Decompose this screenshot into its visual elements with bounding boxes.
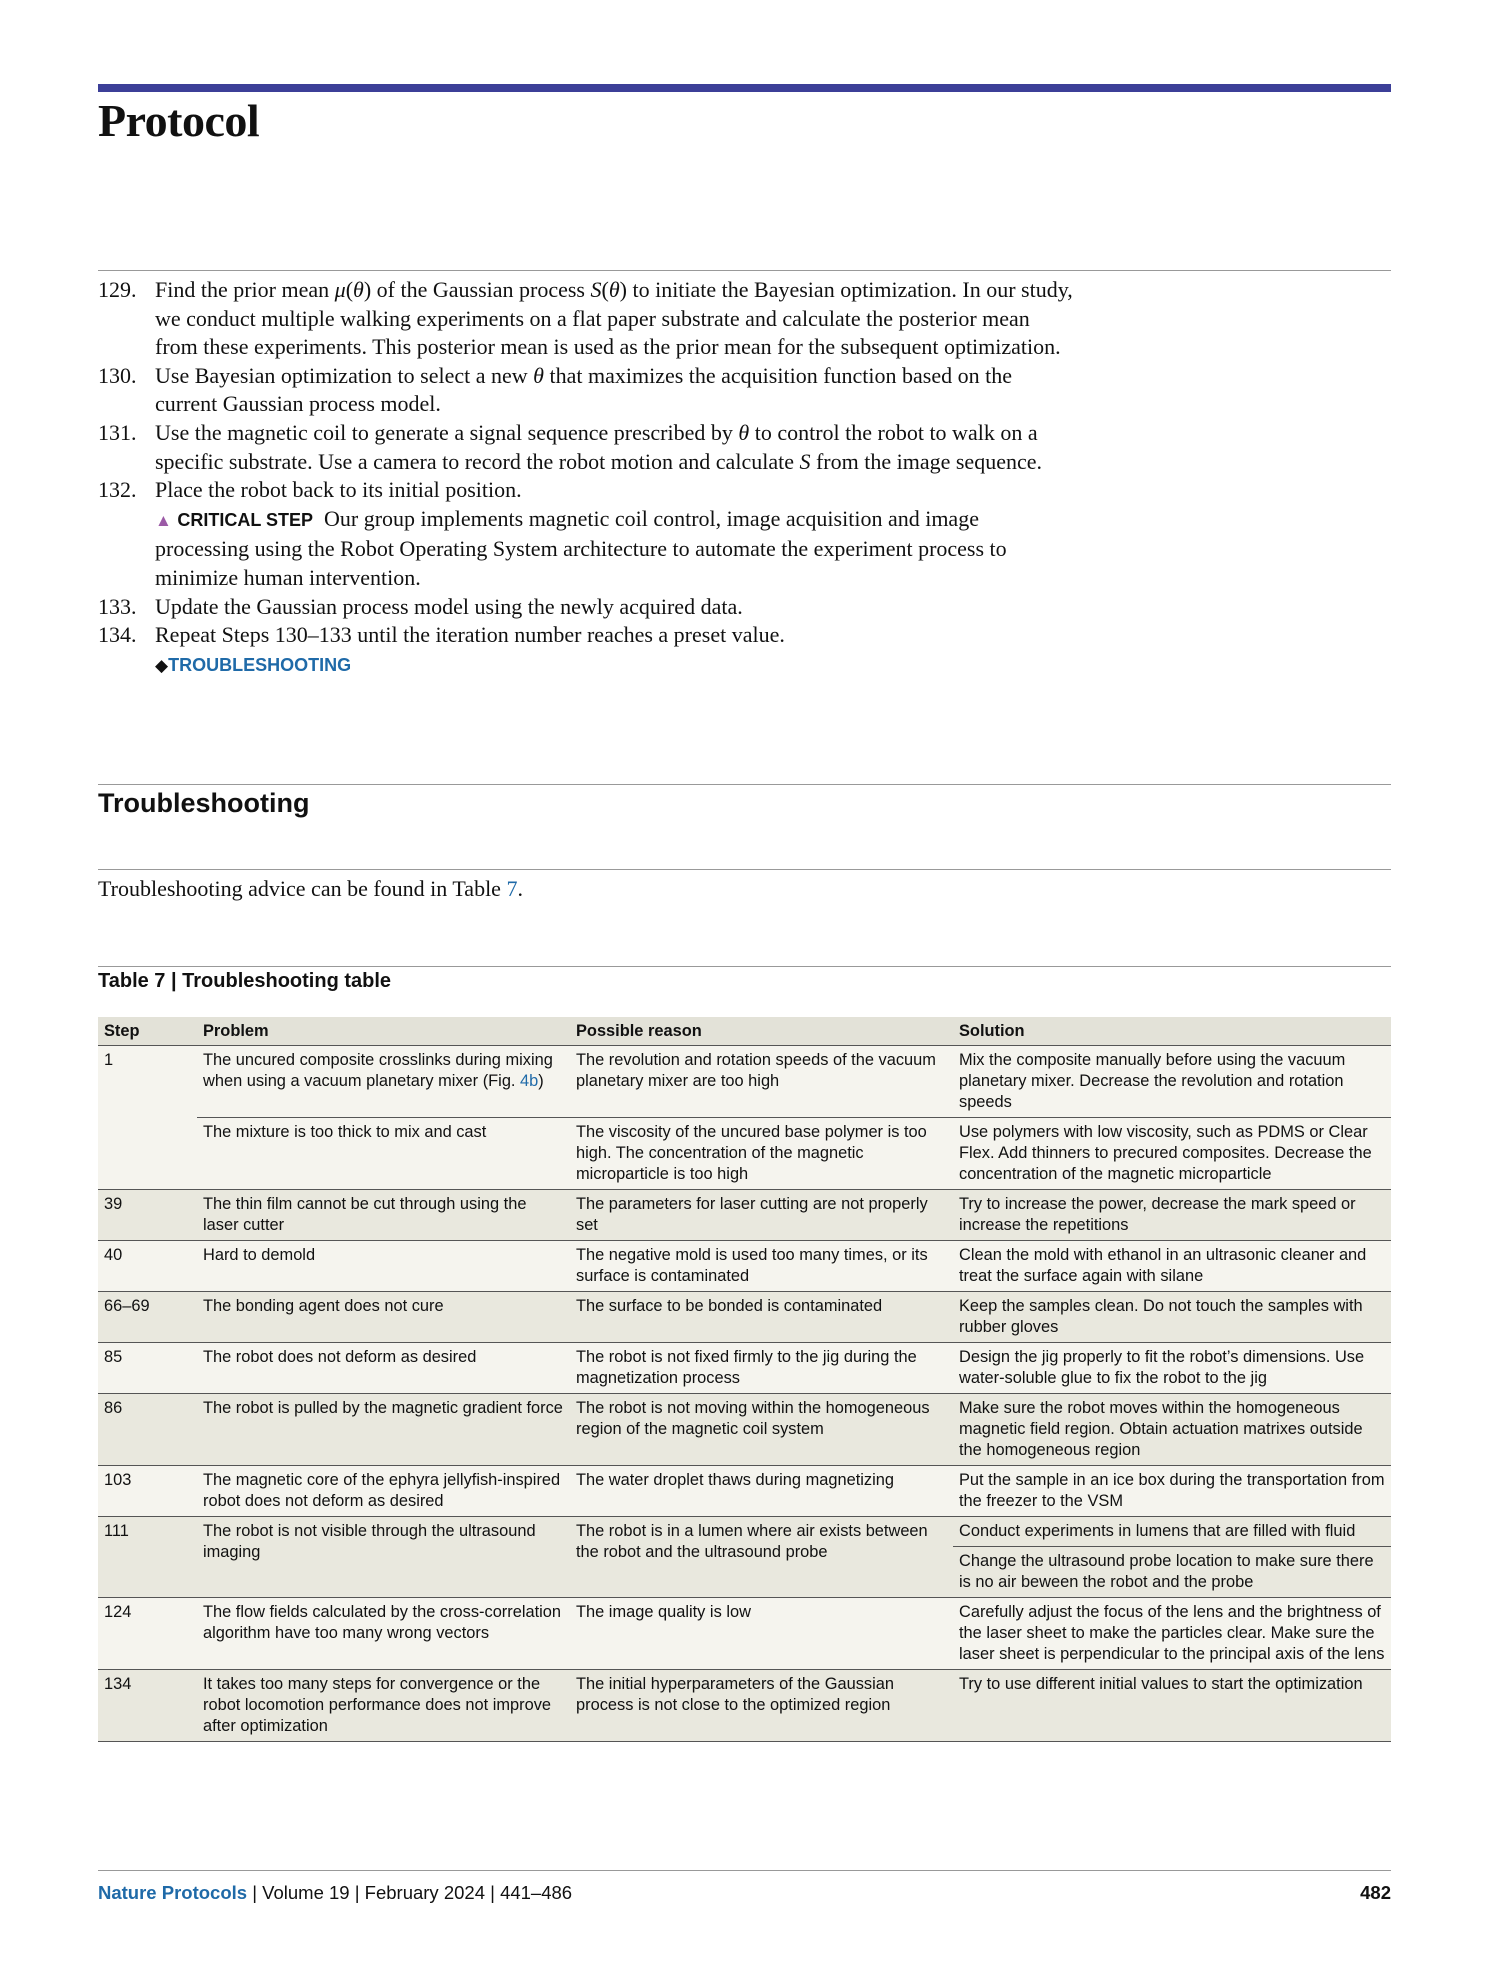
solution-cell: Clean the mold with ethanol in an ultrasonic cleaner and treat the surface again with silane [953,1241,1391,1292]
solution-cell: Try to increase the power, decrease the mark speed or increase the repetitions [953,1190,1391,1241]
column-header: Possible reason [570,1017,953,1046]
table-row [98,1466,1391,1517]
problem-cell: The robot is not visible through the ultrasound imaging [197,1517,570,1598]
problem-cell: The mixture is too thick to mix and cast [197,1118,570,1190]
reason-cell: The revolution and rotation speeds of the vacuum planetary mixer are too high [570,1046,953,1118]
step-number: 130. [98,362,137,388]
reason-cell: The robot is in a lumen where air exists between the robot and the ultrasound probe [570,1517,953,1598]
solution-cell: Carefully adjust the focus of the lens and the brightness of the laser sheet to make the particles clear. Make sure the laser sheet is perpendicular to the principal axis of the lens [953,1598,1391,1670]
step-number: 129. [98,277,137,302]
table-7-link[interactable]: 7 [506,876,518,901]
diamond-icon: ◆ [155,655,169,675]
problem-cell: The bonding agent does not cure [197,1292,570,1343]
troubleshooting-table [98,1017,1391,1742]
solution-cell: Mix the composite manually before using the vacuum planetary mixer. Decrease the revolution and rotation speeds [953,1046,1391,1118]
divider [98,270,1391,271]
table-row [98,1343,1391,1394]
issue-details: | Volume 19 | February 2024 | 441–486 [247,1882,573,1903]
step-number: 134. [98,622,137,648]
table-header-row [98,1017,1391,1046]
problem-cell: It takes too many steps for convergence or the robot locomotion performance does not improve after optimization [197,1670,570,1742]
step-133 [98,593,1078,622]
step-number: 131. [98,419,137,445]
table-row [98,1394,1391,1466]
column-header: Problem [197,1017,570,1046]
step-text: Find the prior mean μ(θ) of the Gaussian process S(θ) to initiate the Bayesian optimization. In our study, we conduct multiple walking experiments on a flat paper substrate and calculate the posterior mean from these experiments. This posterior mean is used as the prior mean for the subsequent optimization. [155,277,1073,360]
step-130 [98,362,1078,419]
solution-cell: Conduct experiments in lumens that are filled with fluid [953,1517,1391,1547]
table-row [98,1190,1391,1241]
procedure-steps [98,276,1078,680]
problem-cell: The robot does not deform as desired [197,1343,570,1394]
problem-cell: The uncured composite crosslinks during mixing when using a vacuum planetary mixer (Fig. 4b) [197,1046,570,1118]
table-row [98,1517,1391,1547]
divider [98,784,1391,785]
table-title: Table 7 | Troubleshooting table [98,970,392,992]
table-row [98,1046,1391,1118]
reason-cell: The surface to be bonded is contaminated [570,1292,953,1343]
reason-cell: The parameters for laser cutting are not properly set [570,1190,953,1241]
table-row [98,1241,1391,1292]
solution-cell: Keep the samples clean. Do not touch the samples with rubber gloves [953,1292,1391,1343]
solution-cell: Use polymers with low viscosity, such as PDMS or Clear Flex. Add thinners to precured composites. Decrease the concentration of the magnetic microparticle [953,1118,1391,1190]
troubleshooting-paragraph: Troubleshooting advice can be found in Table 7. [98,876,523,901]
step-cell: 86 [98,1394,197,1466]
divider [98,869,1391,870]
step-text: Use Bayesian optimization to select a new θ that maximizes the acquisition function based on the current Gaussian process model. [155,362,1012,417]
step-131 [98,419,1078,476]
step-cell: 40 [98,1241,197,1292]
step-cell: 124 [98,1598,197,1670]
reason-cell: The image quality is low [570,1598,953,1670]
reason-cell: The viscosity of the uncured base polymer is too high. The concentration of the magnetic microparticle is too high [570,1118,953,1190]
column-header: Solution [953,1017,1391,1046]
problem-cell: The thin film cannot be cut through using the laser cutter [197,1190,570,1241]
critical-step-text: Our group implements magnetic coil control, image acquisition and image processing using the Robot Operating System architecture to automate the experiment process to minimize human intervention. [155,505,1007,590]
step-129 [98,276,1078,362]
divider [98,966,1391,967]
step-cell: 111 [98,1517,197,1598]
critical-step-label: CRITICAL STEP [177,509,314,530]
solution-cell: Design the jig properly to fit the robot’s dimensions. Use water-soluble glue to fix the robot to the jig [953,1343,1391,1394]
table-row [98,1118,1391,1190]
step-cell: 103 [98,1466,197,1517]
solution-cell: Put the sample in an ice box during the transportation from the freezer to the VSM [953,1466,1391,1517]
step-number: 133. [98,593,137,619]
reason-cell: The robot is not fixed firmly to the jig during the magnetization process [570,1343,953,1394]
step-text: Repeat Steps 130–133 until the iteration number reaches a preset value. [155,622,785,648]
table-row [98,1598,1391,1670]
reason-cell: The negative mold is used too many times, or its surface is contaminated [570,1241,953,1292]
step-cell: 39 [98,1190,197,1241]
step-cell: 66–69 [98,1292,197,1343]
reason-cell: The initial hyperparameters of the Gaussian process is not close to the optimized region [570,1670,953,1742]
table-row [98,1292,1391,1343]
figure-4b-link[interactable]: 4b [520,1072,539,1090]
page-number: 482 [1360,1882,1391,1903]
solution-cell: Change the ultrasound probe location to make sure there is no air beween the robot and the probe [953,1547,1391,1598]
column-header: Step [98,1017,197,1046]
page-header-title: Protocol [98,95,260,146]
step-text: Place the robot back to its initial position. [155,477,522,503]
step-text: Update the Gaussian process model using the newly acquired data. [155,593,743,619]
step-cell: 134 [98,1670,197,1742]
critical-triangle-icon: ▲ [155,510,172,530]
journal-name[interactable]: Nature Protocols [98,1882,248,1903]
step-134 [98,621,1078,680]
header-accent-bar [98,84,1391,92]
reason-cell: The robot is not moving within the homogeneous region of the magnetic coil system [570,1394,953,1466]
footer-citation [98,1882,572,1904]
reason-cell: The water droplet thaws during magnetizing [570,1466,953,1517]
solution-cell: Make sure the robot moves within the homogeneous magnetic field region. Obtain actuation matrixes outside the homogeneous region [953,1394,1391,1466]
step-cell: 1 [98,1046,197,1190]
section-title: Troubleshooting [98,788,310,818]
problem-cell: The magnetic core of the ephyra jellyfish-inspired robot does not deform as desired [197,1466,570,1517]
problem-cell: The robot is pulled by the magnetic gradient force [197,1394,570,1466]
step-number: 132. [98,477,137,503]
troubleshooting-link[interactable]: TROUBLESHOOTING [168,654,352,675]
solution-cell: Try to use different initial values to start the optimization [953,1670,1391,1742]
step-132 [98,476,1078,592]
problem-cell: The flow fields calculated by the cross-correlation algorithm have too many wrong vectors [197,1598,570,1670]
step-cell: 85 [98,1343,197,1394]
footer-divider [98,1870,1391,1871]
step-text: Use the magnetic coil to generate a signal sequence prescribed by θ to control the robot to walk on a specific substrate. Use a camera to record the robot motion and calculate S from the image sequence. [155,419,1042,474]
table-row [98,1670,1391,1742]
problem-cell: Hard to demold [197,1241,570,1292]
